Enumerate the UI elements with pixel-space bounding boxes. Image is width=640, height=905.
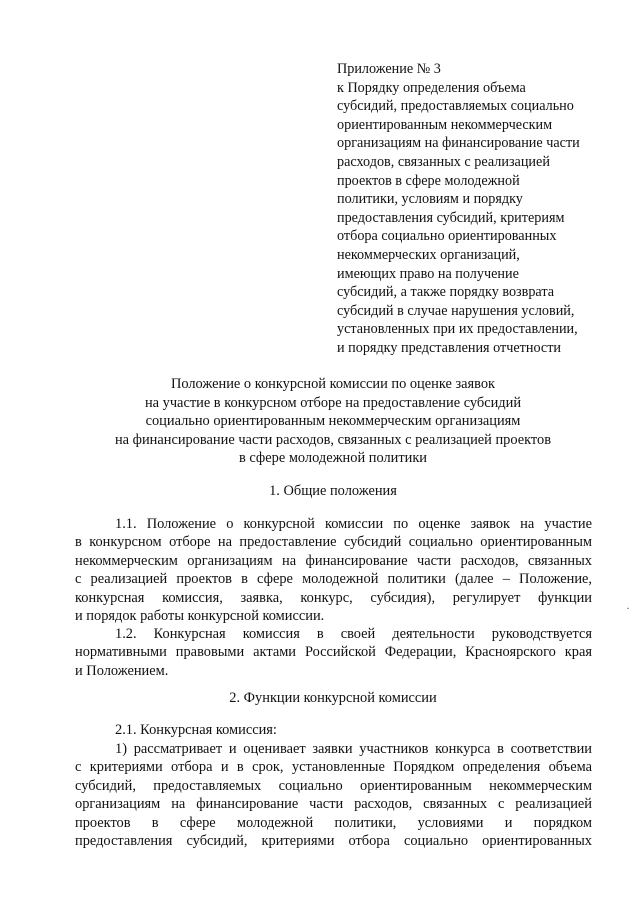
document-title: [40, 375, 626, 468]
appendix-line: к Порядку определения объема: [337, 79, 526, 96]
paragraph-line: 1.1. Положение о конкурсной комиссии по оценке заявок на участие: [115, 516, 592, 532]
paragraph-line: нормативными правовыми актами Российской Федерации, Красноярского края: [75, 644, 592, 661]
appendix-line: субсидий в случае нарушения условий,: [337, 302, 575, 319]
appendix-line: ориентированным некоммерческим: [337, 116, 553, 133]
appendix-line: расходов, связанных с реализацией: [337, 153, 550, 170]
title-line: Положение о конкурсной комиссии по оценке заявок: [170, 376, 496, 392]
appendix-line: отбора социально ориентированных: [337, 228, 557, 245]
section-1-heading: 1. Общие положения: [269, 483, 397, 499]
appendix-line: организациям на финансирование части: [337, 135, 580, 152]
paragraph-line: 2.1. Конкурсная комиссия:: [115, 722, 277, 738]
paragraph-line: и порядок работы конкурсной комиссии.: [75, 608, 325, 625]
paragraph-line: и Положением.: [75, 662, 169, 679]
appendix-line: некоммерческих организаций,: [337, 246, 520, 263]
title-line: на участие в конкурсном отборе на предоставление субсидий: [144, 394, 522, 411]
appendix-line: имеющих право на получение: [337, 265, 519, 282]
appendix-header: [337, 60, 612, 358]
paragraph-1-2: [75, 625, 592, 680]
appendix-line: и порядку представления отчетности: [337, 339, 561, 356]
appendix-line: Приложение № 3: [337, 61, 441, 77]
appendix-line: субсидий, а также порядку возврата: [337, 284, 555, 301]
appendix-line: субсидий, предоставляемых социально: [337, 98, 574, 115]
margin-mark: ·: [626, 601, 630, 615]
appendix-line: установленных при их предоставлении,: [337, 321, 578, 338]
paragraph-line: в конкурсном отборе на предоставление субсидий социально ориентированным: [75, 534, 592, 551]
paragraph-2-1: [75, 721, 592, 739]
paragraph-line: с критериями отбора и в срок, установленные Порядком определения объема: [75, 759, 592, 776]
paragraph-line: организациям на финансирование части расходов, связанных с реализацией: [75, 796, 592, 813]
paragraph-line: предоставления субсидий, критериями отбора социально ориентированных: [75, 833, 592, 850]
title-line: в сфере молодежной политики: [238, 450, 428, 466]
paragraph-line: 1) рассматривает и оценивает заявки участников конкурса в соответствии: [115, 741, 592, 757]
paragraph-2-1-item-1: [75, 740, 592, 850]
appendix-line: проектов в сфере молодежной: [337, 172, 520, 189]
appendix-line: предоставления субсидий, критериям: [337, 209, 565, 226]
paragraph-line: конкурсная комиссия, заявка, конкурс, субсидия), регулирует функции: [75, 589, 592, 606]
paragraph-line: некоммерческим организациям на финансирование части расходов, связанных: [75, 552, 592, 569]
title-line: социально ориентированным некоммерческим организациям: [145, 413, 521, 429]
section-2-heading: 2. Функции конкурсной комиссии: [229, 690, 437, 706]
title-line: на финансирование части расходов, связанных с реализацией проектов: [114, 431, 552, 448]
paragraph-line: с реализацией проектов в сфере молодежной политики (далее – Положение,: [75, 571, 592, 588]
paragraph-line: субсидий, предоставляемых социально ориентированным некоммерческим: [75, 777, 592, 794]
paragraph-1-1: [75, 515, 592, 625]
paragraph-line: 1.2. Конкурсная комиссия в своей деятельности руководствуется: [115, 626, 592, 642]
appendix-line: политики, условиям и порядку: [337, 191, 523, 208]
paragraph-line: проектов в сфере молодежной политики, условиями и порядком: [75, 814, 592, 831]
